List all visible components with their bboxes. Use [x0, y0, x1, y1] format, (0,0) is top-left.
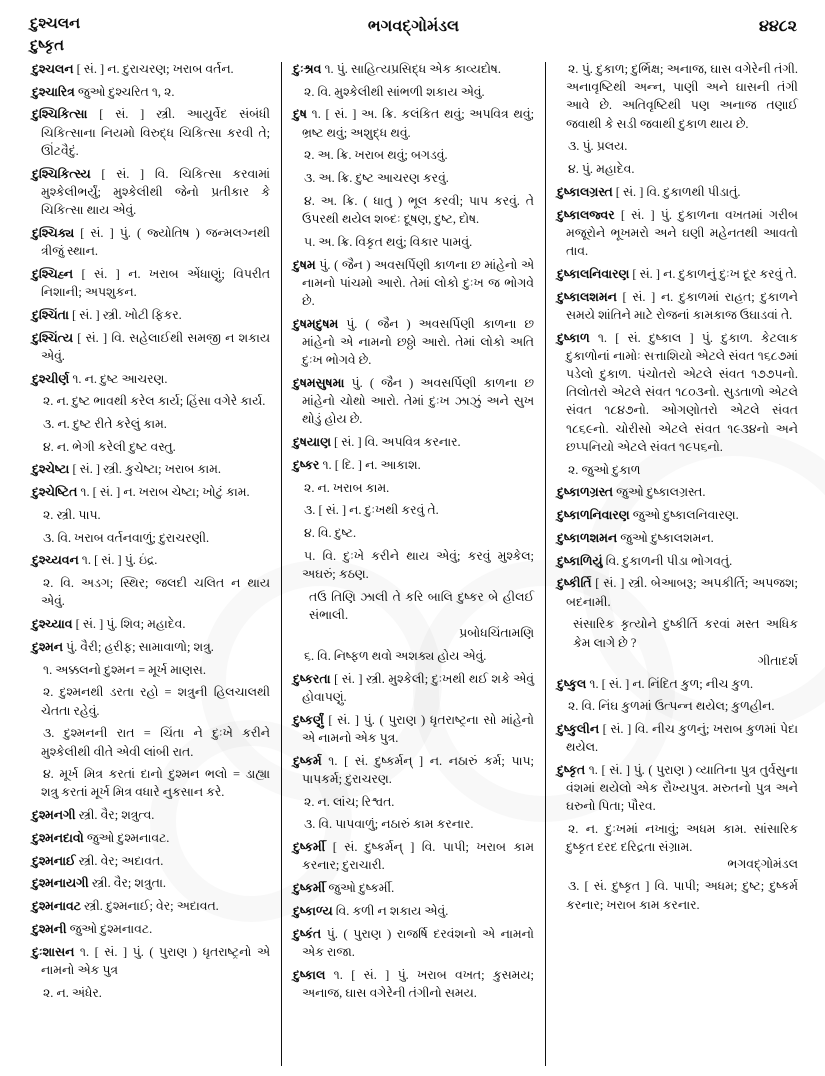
- sense-text: ૪. પું. મહાદેવ.: [568, 162, 635, 177]
- entry-definition: સ્ત્રી. વૈર; શત્રુતા.: [88, 876, 166, 891]
- entry-headword: દુષ્કંત: [293, 926, 322, 941]
- dictionary-entry: [293, 374, 534, 429]
- entry-definition: [ સં. ] સ્ત્રી. બેઆબરૂ; અપકીર્તિ; અપજશ; બદનામી.: [566, 576, 798, 609]
- dictionary-entry: [557, 329, 798, 457]
- dictionary-entry: [32, 83, 270, 101]
- dictionary-entry: [293, 60, 534, 78]
- entry-headword: દુશ્ચિકિત્સ્ય: [32, 166, 91, 181]
- entry-definition: [ સં. ] પું. શિવ; મહાદેવ.: [72, 617, 186, 632]
- entry-headword: દુષ્કુલીન: [557, 722, 600, 736]
- sense-text: ૪. ન. ભેગી કરેલી દુષ્ટ વસ્તુ.: [43, 439, 176, 454]
- sense-text: ૬. વિ. નિષ્ફળ થવો અશક્ય હોય એવું.: [304, 649, 487, 664]
- sense-text: ૨. વિ. અડગ; સ્થિર; જલદી ચલિત ન થાય એવું.: [41, 576, 271, 609]
- entry-headword: દુશ્ચલન: [32, 62, 74, 76]
- dictionary-entry: [293, 315, 534, 370]
- entry-headword: દુશ્ચ્યાવ: [32, 617, 73, 632]
- entry-headword: દુશ્ચારિત્ર: [32, 84, 75, 99]
- dictionary-entry: [557, 720, 798, 756]
- dictionary-entry: [32, 829, 270, 847]
- entry-headword: દુષ્કાળિયું: [557, 553, 603, 568]
- entry-definition: પું. વૈરી; હરીફ; સામાવાળો; શત્રુ.: [62, 639, 214, 654]
- dictionary-entry: [32, 806, 270, 824]
- dictionary-entry: [32, 551, 270, 569]
- entry-headword: દુષ: [293, 107, 307, 122]
- entry-definition: જુઓ દુષ્કાલનિવારણ.: [629, 508, 739, 523]
- entry-definition: વિ. દુકાળની પીડા ભોગવતું.: [602, 553, 733, 568]
- sense-text: ૨. ન. દુઃખમાં નખાવું; અધમ કામ. સાંસારિક દુષ્કૃત દરદ દરિદ્રતા સંગ્રામ.: [566, 822, 798, 855]
- entry-definition: [ સં. ] વિ. અપવિત્ર કરનાર.: [330, 435, 461, 450]
- citation-source: ભગવદ્ગોમંડલ: [727, 856, 798, 871]
- entry-headword: દુષ્કર્ણું: [293, 712, 324, 727]
- dictionary-entry: [557, 506, 798, 524]
- entry-sense: [293, 479, 534, 497]
- dictionary-entry: [557, 265, 798, 283]
- entry-sense: [32, 984, 270, 1002]
- dictionary-entry: [32, 943, 270, 979]
- sense-text: ૨. ન. અંધેર.: [43, 985, 102, 1000]
- entry-sense: [32, 683, 270, 719]
- entry-definition: ૧. ન. દુષ્ટ આચરણ.: [69, 371, 168, 386]
- entry-definition: ૧. [ સં. ] અ. ક્રિ. કલંકિત થવું; અપવિત્ર થવું; ભ્રષ્ટ થવું; અશુદ્ધ થવું.: [302, 107, 535, 140]
- entry-sense: [32, 574, 270, 610]
- entry-sense: [293, 192, 534, 228]
- sense-text: ૫. અ. ક્રિ. વિકૃત થવું; વિકાર પામવું.: [304, 234, 473, 249]
- sense-text: ૩. વિ. પાપવાળું; નઠારું કામ કરનાર.: [304, 817, 474, 832]
- sense-text: ૨. ન. દુષ્ટ ભાવથી કરેલ કાર્ય; હિંસા વગેરે કાર્ય.: [43, 394, 266, 409]
- entry-headword: દુશ્ચેષ્ટા: [32, 462, 70, 477]
- running-head: [20, 14, 807, 60]
- entry-sense: [293, 169, 534, 187]
- entry-definition: પું. ( જૈન ) અવસર્પિણી કાળના છ માંહેનો ચોથો આરો. તેમાં દુઃખ ઝાઝું અને સુખ થોડું હોય છે.: [302, 376, 535, 427]
- sense-text: ૨. ન. ખરાબ કામ.: [304, 480, 390, 495]
- entry-definition: [ સં. ] ન. દુકાળનું દુઃખ દૂર કરવું તે.: [629, 266, 797, 281]
- dictionary-entry: [293, 966, 534, 1002]
- dictionary-entry: [32, 874, 270, 892]
- entry-sense: [557, 820, 798, 873]
- entry-definition: જુઓ દુશ્ચરિત ૧, ૨.: [74, 84, 175, 99]
- entry-definition: [ સં. ] વિ. સહેલાઈથી સમજી ન શકાય એવું.: [41, 330, 271, 363]
- sense-text: ૩. અ. ક્રિ. દુષ્ટ આચરણ કરવું.: [304, 171, 449, 186]
- entry-headword: દુશ્ચિક્ય: [32, 225, 75, 240]
- entry-headword: દુષ્કૃત: [557, 762, 586, 777]
- entry-headword: દુષ્કુલ: [557, 676, 587, 691]
- sense-text: ૪. મૂર્ખ મિત્ર કરતાં દાનો દુશ્મન ભલો = ડાહ્યા શત્રુ કરતાં મૂર્ખ મિત્ર વધારે નુકસાન કરે.: [41, 767, 271, 800]
- page-number: ૪૪૮૨: [758, 18, 797, 35]
- entry-headword: દુષ્કાળશમન: [557, 530, 618, 545]
- column-3: [548, 60, 807, 1068]
- column-2: [284, 60, 543, 1068]
- dictionary-entry: [32, 920, 270, 938]
- sense-text: ૧. અક્કલનો દુશ્મન = મૂર્ખ માણસ.: [43, 662, 206, 677]
- entry-headword: દુશ્મનદાવો: [32, 830, 84, 845]
- quotation-verse: [293, 588, 534, 643]
- entry-sense: [32, 415, 270, 433]
- sense-text: ૨. અ. ક્રિ. ખરાબ થવું; બગડવું.: [304, 148, 448, 163]
- entry-headword: દુષ્કર્મી: [293, 881, 326, 896]
- entry-headword: દુષમ: [293, 257, 316, 272]
- dictionary-entry: [32, 265, 270, 301]
- entry-sense: [293, 146, 534, 164]
- running-head-last-word: દુષ્કૃત: [30, 37, 65, 54]
- sense-text: ૩. પું. પ્રલય.: [568, 139, 628, 154]
- dictionary-entry: [32, 60, 270, 78]
- entry-headword: દુશ્મનાયગી: [32, 876, 89, 891]
- entry-definition: સ્ત્રી. વેર; અદાવત.: [75, 853, 164, 868]
- dictionary-entry: [32, 483, 270, 501]
- entry-headword: દુષ્કીર્તિ: [557, 576, 592, 591]
- entry-definition: [ સં. ] સ્ત્રી. કુચેષ્ટા; ખરાબ કામ.: [69, 462, 222, 477]
- entry-definition: વિ. કળી ન શકાય એવું.: [332, 903, 449, 918]
- entry-definition: ૧. [ સં. ] ન. નિંદિત કુળ; નીચ કુળ.: [586, 676, 754, 691]
- entry-headword: દુશ્ચિકિત્સા: [32, 107, 88, 122]
- dictionary-entry: [32, 615, 270, 633]
- entry-headword: દુશ્ચ્યવન: [32, 553, 79, 568]
- entry-sense: [293, 83, 534, 101]
- dictionary-entry: [32, 638, 270, 656]
- entry-definition: [ સં. ] વિ. દુકાળથી પીડાતું.: [612, 184, 741, 199]
- entry-definition: [ સં. ] સ્ત્રી. આયુર્વેદ સંબંધી ચિકિત્સાના નિયમો વિરુદ્ધ ચિકિત્સા કરવી તે; ઊંટવૈદું.: [41, 107, 271, 158]
- entry-definition: જુઓ દુશ્મનાવટ.: [66, 921, 153, 936]
- entry-definition: સ્ત્રી. દુશ્મનાઈ; વેર; અદાવત.: [80, 899, 219, 914]
- entry-definition: ૧. [ સં. ] ન. ખરાબ ચેષ્ટા; ખોટું કામ.: [77, 485, 250, 500]
- dictionary-entry: [293, 711, 534, 747]
- entry-sense: [32, 438, 270, 456]
- entry-sense: [293, 524, 534, 542]
- entry-definition: ૧. [ દિ. ] ન. આકાશ.: [319, 457, 421, 472]
- entry-sense: [32, 392, 270, 410]
- entry-definition: [ સં. ] ન. ખરાબ એંધાણું; વિપરીત નિશાની; અપશુકન.: [41, 266, 271, 300]
- dictionary-entry: [293, 838, 534, 874]
- entry-definition: ૧. [ સં. દુષ્કર્મન્ ] ન. નઠારું કર્મ; પાપ; પાપકર્મ; દુરાચરણ.: [302, 753, 535, 786]
- column-1: [20, 60, 279, 1068]
- entry-headword: દુશ્મની: [32, 921, 67, 936]
- dictionary-entry: [557, 206, 798, 261]
- entry-definition: ૧. [ સં. ] પું. ખરાબ વખત; કુસમય; અનાજ, ઘાસ વગેરેની તંગીનો સમય.: [302, 967, 535, 1000]
- entry-definition: [ સં. ] પું. ( જ્યોતિષ ) જન્મલગ્નથી ત્રીજું સ્થાન.: [41, 225, 271, 259]
- sense-text: ૨. ન. લાંચ; રિશ્વત.: [304, 794, 395, 809]
- entry-definition: પું. ( પુરાણ ) રાજર્ષિ દરવંશનો એ નામનો એક રાજા.: [302, 926, 535, 959]
- entry-definition: [ સં. ] વિ. ચિકિત્સા કરવામાં મુશ્કેલીભર્યું; મુશ્કેલીથી જેનો પ્રતીકાર કે ચિકિત્સા થાય એવું.: [41, 166, 271, 218]
- dictionary-entry: [293, 456, 534, 474]
- dictionary-entry: [293, 670, 534, 706]
- book-title: ભગવદ્ગોમંડલ: [367, 18, 460, 35]
- entry-headword: દુષ્કાળનિવારણ: [557, 508, 630, 523]
- entry-headword: દુષ્કાળ: [557, 330, 590, 345]
- entry-definition: [ સં. ] સ્ત્રી. મુશ્કેલી; દુઃખથી થઈ શકે એવું હોવાપણું.: [302, 671, 535, 705]
- entry-sense: [293, 793, 534, 811]
- dictionary-entry: [557, 483, 798, 501]
- entry-sense: [32, 506, 270, 524]
- entry-definition: ૧. [ સં. ] પું. ( પુરાણ ) ધૃતરાષ્ટ્રનો એ નામનો એક પુત્ર: [41, 944, 271, 977]
- sense-text: ૫. વિ. દુઃખે કરીને થાય એવું; કરવું મુશ્કેલ; અઘરું; કઠણ.: [302, 548, 535, 582]
- dictionary-entry: [32, 306, 270, 324]
- column-divider: [281, 62, 282, 1066]
- entry-sense: [293, 815, 534, 833]
- entry-headword: દુઃશાસન: [32, 944, 75, 959]
- entry-definition: જુઓ દુશ્મનાવટ.: [83, 830, 170, 845]
- sense-text: ૩. ન. દુષ્ટ રીતે કરેલું કામ.: [43, 416, 167, 431]
- entry-definition: ૧. [ સં. ] પું. ઇંદ્ર.: [78, 553, 158, 568]
- sense-text: ૨. જુઓ દુકાળ: [568, 462, 641, 477]
- running-head-first-word: દુશ્ચલન: [30, 16, 81, 32]
- entry-definition: [ સં. ] પું. દુકાળના વખતમાં ગરીબ મજૂરોને ભૂખમરો અને ઘણી મહેનતથી આવતો તાવ.: [566, 207, 798, 259]
- sense-text: ૩. [ સં. દુષ્કૃત ] વિ. પાપી; અધમ; દુષ્ટ; દુષ્કર્મ કરનાર; ખરાબ કામ કરનાર.: [566, 879, 798, 912]
- entry-headword: દુષયાણ: [293, 435, 331, 450]
- entry-definition: જુઓ દુષ્કર્મી.: [325, 881, 395, 896]
- entry-sense: [32, 765, 270, 801]
- entry-definition: જુઓ દુષ્કાલશમન.: [617, 530, 714, 545]
- dictionary-entry: [557, 675, 798, 693]
- entry-headword: દુષમસુષમા: [293, 376, 345, 391]
- entry-sense: [293, 501, 534, 519]
- entry-headword: દુશ્મનાવટ: [32, 899, 81, 914]
- dictionary-entry: [293, 902, 534, 920]
- entry-headword: દુષ્કાલનિવારણ: [557, 266, 630, 281]
- dictionary-entry: [32, 897, 270, 915]
- dictionary-entry: [557, 183, 798, 201]
- entry-headword: દુશ્મનગી: [32, 808, 76, 823]
- dictionary-entry: [32, 852, 270, 870]
- entry-definition: [ સં. ] સ્ત્રી. ખોટી ફિકર.: [68, 307, 182, 322]
- entry-headword: દુશ્ચીર્ણ: [32, 371, 70, 386]
- entry-headword: દુશ્મનાઈ: [32, 853, 76, 868]
- dictionary-entry: [557, 761, 798, 816]
- entry-headword: દુશ્ચિંતા: [32, 307, 69, 322]
- dictionary-entry: [557, 552, 798, 570]
- dictionary-entry: [557, 288, 798, 324]
- dictionary-entry: [293, 105, 534, 141]
- entry-sense: [293, 547, 534, 583]
- quotation-verse: [557, 615, 798, 670]
- entry-headword: દુષ્કાળગ્રસ્ત: [557, 485, 613, 500]
- dictionary-entry: [293, 925, 534, 961]
- entry-headword: દુષ્કર્મી: [293, 840, 326, 855]
- sense-text: ૨. વિ. નિંઘ કુળમાં ઉત્પન્ન થયેલ; કુળહીન.: [568, 699, 775, 714]
- sense-text: ૨. વિ. મુશ્કેલીથી સાંભળી શકાય એવું.: [304, 84, 485, 99]
- dictionary-entry: [557, 529, 798, 547]
- sense-text: ૨. સ્ત્રી. પાપ.: [43, 507, 101, 522]
- column-container: [20, 60, 807, 1068]
- dictionary-entry: [293, 256, 534, 311]
- sense-text: ૪. વિ. દુષ્ટ.: [304, 526, 357, 541]
- entry-sense: [557, 160, 798, 178]
- column-divider: [545, 62, 546, 1066]
- entry-sense: [32, 661, 270, 679]
- entry-sense: [557, 461, 798, 479]
- entry-definition: [ સં. ] ન. દુકાળમાં રાહત; દુકાળને સમયે શાંતિને માટે રોજનાં કામકાજ ઉઘાડવાં તે.: [566, 289, 798, 322]
- entry-headword: દુશ્ચિહ્ન: [32, 266, 74, 281]
- entry-sense: [293, 233, 534, 251]
- entry-definition: [ સં. ] વિ. નીચ કુળનું; ખરાબ કુળમાં પેદા થયેલ.: [566, 722, 798, 755]
- entry-definition: [ સં. દુષ્કર્મન્ ] વિ. પાપી; ખરાબ કામ કરનાર; દુરાચારી.: [302, 840, 535, 873]
- entry-headword: દુશ્મન: [32, 639, 63, 654]
- entry-definition: [ સં. ] પું. ( પુરાણ ) ધૃતરાષ્ટ્રના સો માંહેનો એ નામનો એક પુત્ર.: [302, 712, 535, 745]
- entry-sense: [557, 60, 798, 133]
- entry-definition: પું. ( જૈન ) અવસર્પિણી કાળના છ માંહેનો એ નામનો પાંચમો આરો. તેમાં લોકો દુઃખ જ ભોગવે છે.: [302, 257, 535, 309]
- entry-sense: [557, 697, 798, 715]
- entry-headword: દુષ્કાળ્ય: [293, 903, 333, 918]
- dictionary-entry: [557, 574, 798, 610]
- entry-headword: દુષ્કાલ: [293, 967, 326, 982]
- entry-headword: દુઃશ્રવ: [293, 62, 322, 76]
- entry-headword: દુશ્ચેષ્ટિત: [32, 485, 78, 500]
- entry-definition: પું. ( જૈન ) અવસર્પિણી કાળના છ માંહેનો એ નામનો છઠ્ઠો આરો. તેમાં લોકો અતિ દુઃખ ભોગવે છે.: [302, 316, 535, 368]
- entry-headword: દુશ્ચિંત્ય: [32, 330, 74, 345]
- citation-source: પ્રબોધચિંતામણિ: [459, 626, 535, 641]
- entry-definition: ૧. [ સં. દુષ્કાલ ] પું. દુકાળ. કેટલાક દુકાળોનાં નામોઃ સત્તાશિયો એટલે સંવત ૧૬૮૭માં પડેલો દુકાળ. પંચોતરો એટલે સંવત ૧૭૭૫નો. તિલોતરો એટલે સંવત ૧૮૦૩નો. સુડતાળો એટલે સંવત ૧૮૪૭નો. ઓગણોતરો એટલે સંવત ૧૮૬૯નો. ચોરીસો એટલે સંવત ૧૯૩૪નો અને છપ્પનિયો એટલે સંવત ૧૯૫૬નો.: [566, 330, 798, 454]
- entry-headword: દુષ્કર્મ: [293, 753, 322, 768]
- sense-text: ૨. દુશ્મનથી ડરતા રહો = શત્રુની હિલચાલથી ચેતતા રહેવું.: [41, 685, 271, 718]
- entry-sense: [32, 724, 270, 760]
- dictionary-entry: [293, 433, 534, 451]
- entry-headword: દુષમદુષમ: [293, 316, 339, 331]
- dictionary-entry: [32, 460, 270, 478]
- entry-headword: દુષ્કાલગ્રસ્ત: [557, 184, 613, 199]
- sense-text: ૩. દુશ્મનની રાત = ચિંતા ને દુઃખે કરીને મુશ્કેલીથી વીતે એવી લાંબી રાત.: [41, 726, 271, 759]
- entry-headword: દુષ્કર: [293, 457, 320, 472]
- entry-headword: દુષ્કાલશમન: [557, 289, 617, 304]
- dictionary-entry: [32, 165, 270, 220]
- entry-headword: દુષ્કરતા: [293, 671, 331, 686]
- entry-sense: [557, 137, 798, 155]
- entry-sense: [293, 647, 534, 665]
- dictionary-entry: [32, 329, 270, 365]
- dictionary-entry: [293, 879, 534, 897]
- entry-sense: [32, 529, 270, 547]
- sense-text: ૨. પું. દુકાળ; દુર્ભિક્ષ; અનાજ, ઘાસ વગેરેની તંગી. અનાવૃષ્ટિથી અન્ન, પાણી અને ઘાસની તંગી આવે છે. અતિવૃષ્ટિથી પણ અનાજ તણાઈ જવાથી કે સડી જવાથી દુકાળ થાય છે.: [566, 62, 798, 131]
- sense-text: ૩. વિ. ખરાબ વર્તનવાળું; દુરાચરણી.: [43, 530, 210, 545]
- verse-text: સંસારિક કૃત્યોને દુષ્કીર્તિ કરવાં મસ્ત અધિક કેમ લાગે છે ?: [573, 617, 798, 650]
- dictionary-entry: [32, 370, 270, 388]
- citation-source: ગીતાદર્શ: [757, 653, 798, 668]
- entry-headword: દુષ્કાલજ્વર: [557, 207, 615, 222]
- entry-definition: ૧. [ સં. ] પું. ( પુરાણ ) વ્યાતિના પુત્ર તુર્વસુના વંશમાં થયેલો એક રૌખ્યપુત્ર. મરુતનો પુત્ર અને ઘરુનો પિતા; પૌરવ.: [566, 762, 798, 814]
- dictionary-entry: [32, 105, 270, 160]
- entry-definition: ૧. પું. સાહિત્યપ્રસિદ્ધ એક કાવ્યદોષ.: [321, 62, 501, 76]
- sense-text: ૩. [ સં. ] ન. દુઃખથી કરવું તે.: [304, 503, 439, 518]
- verse-text: તઉ તિણિ ઝાલી તે કરિ બાલિ દુષ્કર બે હીલઈ સંભાલી.: [309, 589, 535, 623]
- entry-definition: [ સં. ] ન. દુરાચરણ; ખરાબ વર્તન.: [73, 62, 234, 76]
- entry-sense: [557, 877, 798, 913]
- dictionary-entry: [293, 752, 534, 788]
- entry-definition: સ્ત્રી. વૈર; શત્રુત્વ.: [75, 808, 155, 823]
- dictionary-entry: [32, 224, 270, 260]
- sense-text: ૪. અ. ક્રિ. ( ધાતુ ) ભૂલ કરવી; પાપ કરવું. તે ઉપરથી થયેલ શબ્દઃ દૂષણ, દુષ્ટ, દોષ.: [302, 193, 535, 227]
- entry-definition: જુઓ દુષ્કાલગ્રસ્ત.: [613, 485, 706, 500]
